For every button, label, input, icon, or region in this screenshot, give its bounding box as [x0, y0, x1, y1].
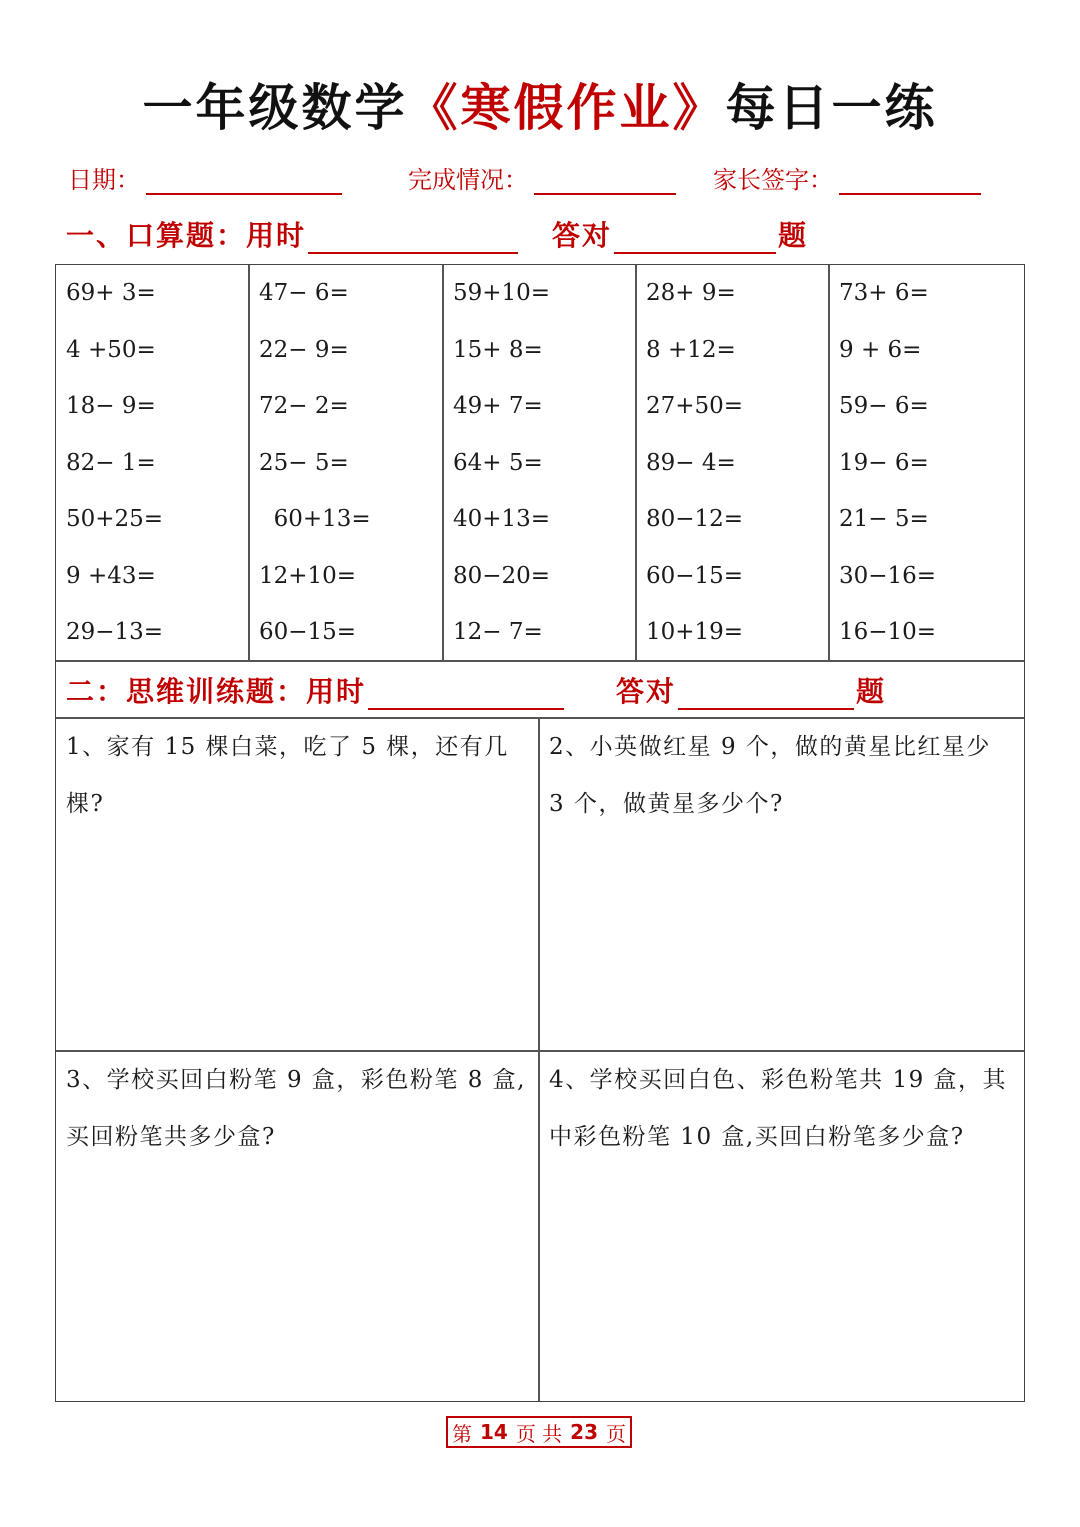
parent-sign-label: 家长签字： — [713, 166, 833, 194]
date-label: 日期： — [68, 166, 140, 194]
calc-column-3 — [453, 277, 643, 673]
calc-item: 28+ 9= — [646, 280, 736, 306]
footer-suffix: 页 — [606, 1421, 627, 1446]
calc-item: 49+ 7= — [453, 393, 543, 419]
date-field[interactable] — [68, 160, 342, 195]
calc-item: 19− 6= — [839, 449, 929, 476]
calc-item: 27+50= — [646, 393, 744, 419]
calc-item: 50+25= — [66, 506, 164, 532]
calc-item: 22− 9= — [259, 336, 349, 363]
calc-item: 8 +12= — [646, 336, 736, 363]
calc-item: 15+ 8= — [453, 336, 543, 363]
footer-prefix: 第 — [451, 1421, 472, 1446]
section1-correct-blank[interactable] — [614, 216, 776, 254]
calc-item: 80−12= — [646, 506, 744, 532]
completion-blank[interactable] — [534, 163, 676, 195]
calc-item: 12+10= — [259, 562, 357, 589]
calc-item: 12− 7= — [453, 619, 543, 645]
title-part-3: 每日一练 — [725, 79, 938, 137]
section2-correct-blank[interactable] — [678, 672, 854, 710]
footer-total: 23 — [570, 1420, 599, 1444]
page-number — [446, 1416, 632, 1448]
calc-column-4 — [646, 277, 836, 673]
section1-unit: 题 — [778, 219, 809, 252]
calc-item: 73+ 6= — [839, 280, 929, 306]
section2-title: 二：思维训练题：用时 — [66, 675, 367, 708]
calc-item: 21− 5= — [839, 506, 929, 532]
calc-item: 9 + 6= — [839, 336, 922, 363]
page-title — [0, 68, 1080, 140]
calc-item: 60−15= — [646, 562, 744, 589]
footer-middle: 页 共 — [515, 1421, 563, 1446]
section1-heading — [66, 210, 808, 254]
section2-heading — [66, 666, 886, 710]
calc-item: 9 +43= — [66, 562, 156, 589]
calc-item: 60+13= — [259, 506, 371, 532]
calc-item: 40+13= — [453, 506, 551, 532]
section1-time-blank[interactable] — [308, 216, 518, 254]
section1-title: 一、口算题：用时 — [66, 219, 307, 252]
calc-item: 80−20= — [453, 562, 551, 589]
calc-item: 59+10= — [453, 280, 551, 306]
calc-item: 72− 2= — [259, 393, 349, 419]
grid-divider — [538, 717, 540, 1401]
completion-label: 完成情况： — [408, 166, 528, 194]
date-blank[interactable] — [146, 163, 342, 195]
calc-item: 64+ 5= — [453, 449, 543, 476]
calc-item: 10+19= — [646, 619, 744, 645]
calc-item: 59− 6= — [839, 393, 929, 419]
calc-item: 69+ 3= — [66, 280, 156, 306]
title-part-2: 《寒假作业》 — [407, 79, 726, 137]
calc-column-1 — [66, 277, 256, 673]
title-part-1: 一年级数学 — [142, 79, 408, 137]
calc-column-2 — [259, 277, 449, 673]
section2-time-blank[interactable] — [368, 672, 564, 710]
problem-3: 3、学校买回白粉笔 9 盒，彩色粉笔 8 盒,买回粉笔共多少盒? — [66, 1067, 526, 1150]
section2-correct-label: 答对 — [616, 675, 677, 708]
calc-item: 30−16= — [839, 562, 937, 589]
section1-correct-label: 答对 — [552, 219, 613, 252]
section2-unit: 题 — [856, 675, 887, 708]
problem-2: 2、小英做红星 9 个，做的黄星比红星少 3 个，做黄星多少个? — [549, 734, 991, 817]
calc-item: 89− 4= — [646, 449, 736, 476]
calc-item: 47− 6= — [259, 280, 349, 306]
footer-page: 14 — [479, 1420, 508, 1444]
calc-item: 25− 5= — [259, 449, 349, 476]
parent-sign-field[interactable] — [713, 160, 981, 195]
calc-item: 29−13= — [66, 619, 164, 645]
calc-item: 16−10= — [839, 619, 937, 645]
problem-4: 4、学校买回白色、彩色粉笔共 19 盒，其中彩色粉笔 10 盒,买回白粉笔多少盒? — [549, 1067, 1008, 1150]
calc-column-5 — [839, 277, 1029, 673]
calc-item: 4 +50= — [66, 336, 156, 363]
calc-item: 82− 1= — [66, 449, 156, 476]
worksheet-grid — [55, 264, 1025, 1402]
calc-item: 18− 9= — [66, 393, 156, 419]
problem-1: 1、家有 15 棵白菜，吃了 5 棵，还有几棵? — [66, 734, 509, 817]
completion-field[interactable] — [408, 160, 676, 195]
parent-sign-blank[interactable] — [839, 163, 981, 195]
info-row — [68, 160, 1008, 200]
calc-item: 60−15= — [259, 619, 357, 645]
